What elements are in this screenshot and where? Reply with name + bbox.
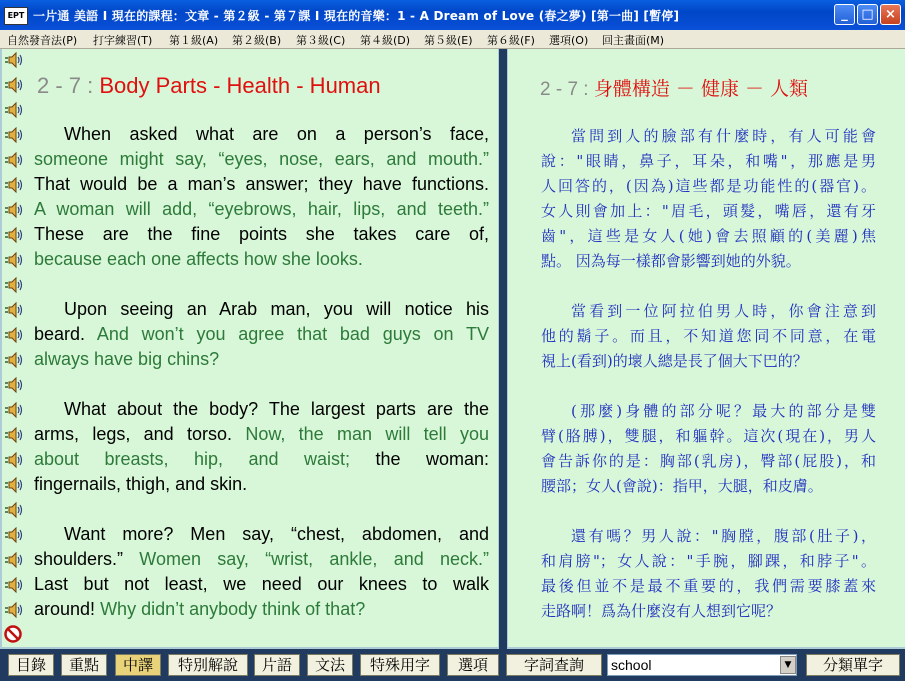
phrases-button[interactable]: 片語	[254, 654, 300, 676]
speaker-icon[interactable]	[3, 476, 25, 494]
menu-level-3[interactable]: 第３級(C)	[296, 34, 346, 47]
maximize-button[interactable]: □	[857, 4, 878, 25]
menu-level-1[interactable]: 第１級(A)	[169, 34, 219, 47]
chinese-line: 說："眼睛，鼻子，耳朵，和嘴"，那應是男	[541, 152, 876, 170]
english-title: Body Parts - Health - Human	[99, 73, 381, 98]
lesson-number-cn: 2 - 7 :	[540, 79, 589, 100]
speaker-icon[interactable]	[3, 276, 25, 294]
english-line	[34, 597, 489, 622]
chinese-line: 齒"，這些是女人(她)會去照顧的(美麗)焦	[541, 227, 876, 245]
narration-text: That would be a man’s answer; they have functions.	[34, 174, 489, 194]
narration-text: beard.	[34, 324, 97, 344]
contents-button[interactable]: 目錄	[8, 654, 54, 676]
narration-text: These are the fine points she takes care of,	[34, 224, 489, 244]
menu-level-4[interactable]: 第４級(D)	[360, 34, 411, 47]
menu-typing[interactable]: 打字練習(T)	[93, 34, 153, 47]
female-speech-text: because each one affects how she looks.	[34, 249, 363, 269]
chinese-line: 還有嗎？男人說："胸膛，腹部(肚子)，	[571, 527, 876, 545]
speaker-icon[interactable]	[3, 76, 25, 94]
female-speech-text: A woman will add, “eyebrows, hair, lips, and teeth.”	[34, 199, 489, 219]
speaker-icon[interactable]	[3, 576, 25, 594]
speaker-icon[interactable]	[3, 426, 25, 444]
category-words-button[interactable]: 分類單字	[806, 654, 900, 676]
speaker-icon[interactable]	[3, 526, 25, 544]
english-line	[34, 522, 489, 547]
english-line	[34, 322, 489, 347]
english-line	[34, 472, 489, 497]
menu-level-6[interactable]: 第６級(F)	[487, 34, 535, 47]
chinese-line: 和肩膀"；女人說："手腕，腳踝，和脖子"。	[541, 552, 876, 570]
narration-text: Upon seeing an Arab man, you will notice his	[64, 299, 489, 319]
close-button[interactable]: ×	[880, 4, 901, 25]
chinese-heading	[540, 74, 808, 101]
speaker-icon[interactable]	[3, 551, 25, 569]
english-line	[34, 222, 489, 247]
speaker-icon[interactable]	[3, 376, 25, 394]
female-speech-text: someone might say, “eyes, nose, ears, and mouth.”	[34, 149, 489, 169]
english-line	[34, 247, 489, 272]
speaker-icon[interactable]	[3, 501, 25, 519]
chinese-line: 最後但並不是最不重要的，我們需要膝蓋來	[541, 577, 876, 595]
english-line	[34, 547, 489, 572]
chinese-panel	[508, 49, 905, 647]
word-lookup-button[interactable]: 字詞查詢	[506, 654, 602, 676]
speaker-icon[interactable]	[3, 101, 25, 119]
menu-options[interactable]: 選項(O)	[549, 34, 589, 47]
chinese-line: (那麼)身體的部分呢？最大的部分是雙	[571, 402, 876, 420]
speaker-icon[interactable]	[3, 301, 25, 319]
menu-level-5[interactable]: 第５級(E)	[424, 34, 473, 47]
minimize-button[interactable]: _	[834, 4, 855, 25]
chinese-line: 當問到人的臉部有什麼時，有人可能會	[571, 127, 876, 145]
search-input[interactable]	[607, 654, 797, 676]
chinese-line: 他的鬍子。而且，不知道您同不同意，在電	[541, 327, 876, 345]
english-panel	[2, 49, 498, 647]
content-area	[0, 49, 905, 649]
speaker-icon[interactable]	[3, 201, 25, 219]
speaker-icon[interactable]	[3, 176, 25, 194]
window-title: 一片通 美語 I 現在的課程：文章 - 第２級 - 第７課 I 現在的音樂：1 - A Dream of Love (春之夢) [第一曲] [暫停]	[33, 9, 680, 23]
grammar-button[interactable]: 文法	[307, 654, 353, 676]
special-words-button[interactable]: 特殊用字	[360, 654, 440, 676]
english-line	[34, 297, 489, 322]
stop-icon[interactable]	[4, 625, 22, 643]
narration-text: fingernails, thigh, and skin.	[34, 474, 248, 494]
narration-text: Last but not least, we need our knees to walk	[34, 574, 489, 594]
key-points-button[interactable]: 重點	[61, 654, 107, 676]
dropdown-arrow-icon[interactable]: ▼	[780, 656, 796, 674]
chinese-title: 身體構造 － 健康 － 人類	[593, 78, 809, 100]
chinese-line: 點。 因為每一樣都會影響到她的外貌。	[541, 252, 801, 270]
lesson-number: 2 - 7 :	[37, 73, 94, 98]
panel-divider[interactable]	[499, 49, 507, 649]
speaker-icon[interactable]	[3, 151, 25, 169]
bottom-toolbar	[0, 649, 905, 681]
english-line	[34, 347, 489, 372]
english-line	[34, 147, 489, 172]
menu-main-screen[interactable]: 回主畫面(M)	[602, 34, 665, 47]
narration-text: When asked what are on a person’s face,	[64, 124, 489, 144]
english-line	[34, 397, 489, 422]
chinese-line: 當看到一位阿拉伯男人時，你會注意到	[571, 302, 876, 320]
english-line	[34, 122, 489, 147]
english-line	[34, 447, 489, 472]
female-speech-text: about breasts, hip, and waist;	[34, 449, 351, 469]
female-speech-text: Women say, “wrist, ankle, and neck.”	[139, 549, 489, 569]
menu-bar	[0, 30, 905, 49]
special-explanation-button[interactable]: 特別解說	[168, 654, 248, 676]
female-speech-text: Why didn’t anybody think of that?	[100, 599, 366, 619]
female-speech-text: Now, the man will tell you	[245, 424, 490, 444]
female-speech-text: And won’t you agree that bad guys on TV	[96, 324, 490, 344]
menu-phonics[interactable]: 自然發音法(P)	[7, 34, 78, 47]
speaker-icon[interactable]	[3, 126, 25, 144]
speaker-icon[interactable]	[3, 451, 25, 469]
chinese-line: 視上(看到)的壞人總是長了個大下巴的？	[541, 352, 808, 370]
chinese-line: 會告訴你的是：胸部(乳房)，臀部(屁股)，和	[541, 452, 876, 470]
speaker-icon[interactable]	[3, 226, 25, 244]
narration-text: arms, legs, and torso.	[34, 424, 246, 444]
speaker-icon[interactable]	[3, 351, 25, 369]
menu-level-2[interactable]: 第２級(B)	[232, 34, 282, 47]
narration-text: the woman:	[350, 449, 489, 469]
narration-text: around!	[34, 599, 101, 619]
female-speech-text: always have big chins?	[34, 349, 220, 369]
app-icon: EPT	[4, 7, 28, 25]
english-line	[34, 572, 489, 597]
chinese-line: 臂(胳膊)，雙腿，和軀幹。這次(現在)，男人	[541, 427, 876, 445]
english-line	[34, 197, 489, 222]
chinese-line: 走路啊！爲為什麼沒有人想到它呢？	[541, 602, 782, 620]
speaker-icon[interactable]	[3, 251, 25, 269]
speaker-icon[interactable]	[3, 51, 25, 69]
speaker-icon[interactable]	[3, 326, 25, 344]
chinese-line: 腰部；女人(會說)：指甲，大腿，和皮膚。	[541, 477, 823, 495]
speaker-icon[interactable]	[3, 401, 25, 419]
english-line	[34, 422, 489, 447]
english-heading	[37, 73, 381, 99]
chinese-translation-button[interactable]: 中譯	[115, 654, 161, 676]
narration-text: Want more? Men say, “chest, abdomen, and	[64, 524, 489, 544]
chinese-line: 人回答的，(因為)這些都是功能性的(器官)。	[541, 177, 876, 195]
title-bar	[0, 0, 905, 30]
english-line	[34, 172, 489, 197]
narration-text: shoulders.”	[34, 549, 140, 569]
speaker-icon[interactable]	[3, 601, 25, 619]
options-button[interactable]: 選項	[447, 654, 499, 676]
narration-text: What about the body? The largest parts are the	[64, 399, 489, 419]
chinese-line: 女人則會加上："眉毛，頭髮，嘴唇，還有牙	[541, 202, 876, 220]
